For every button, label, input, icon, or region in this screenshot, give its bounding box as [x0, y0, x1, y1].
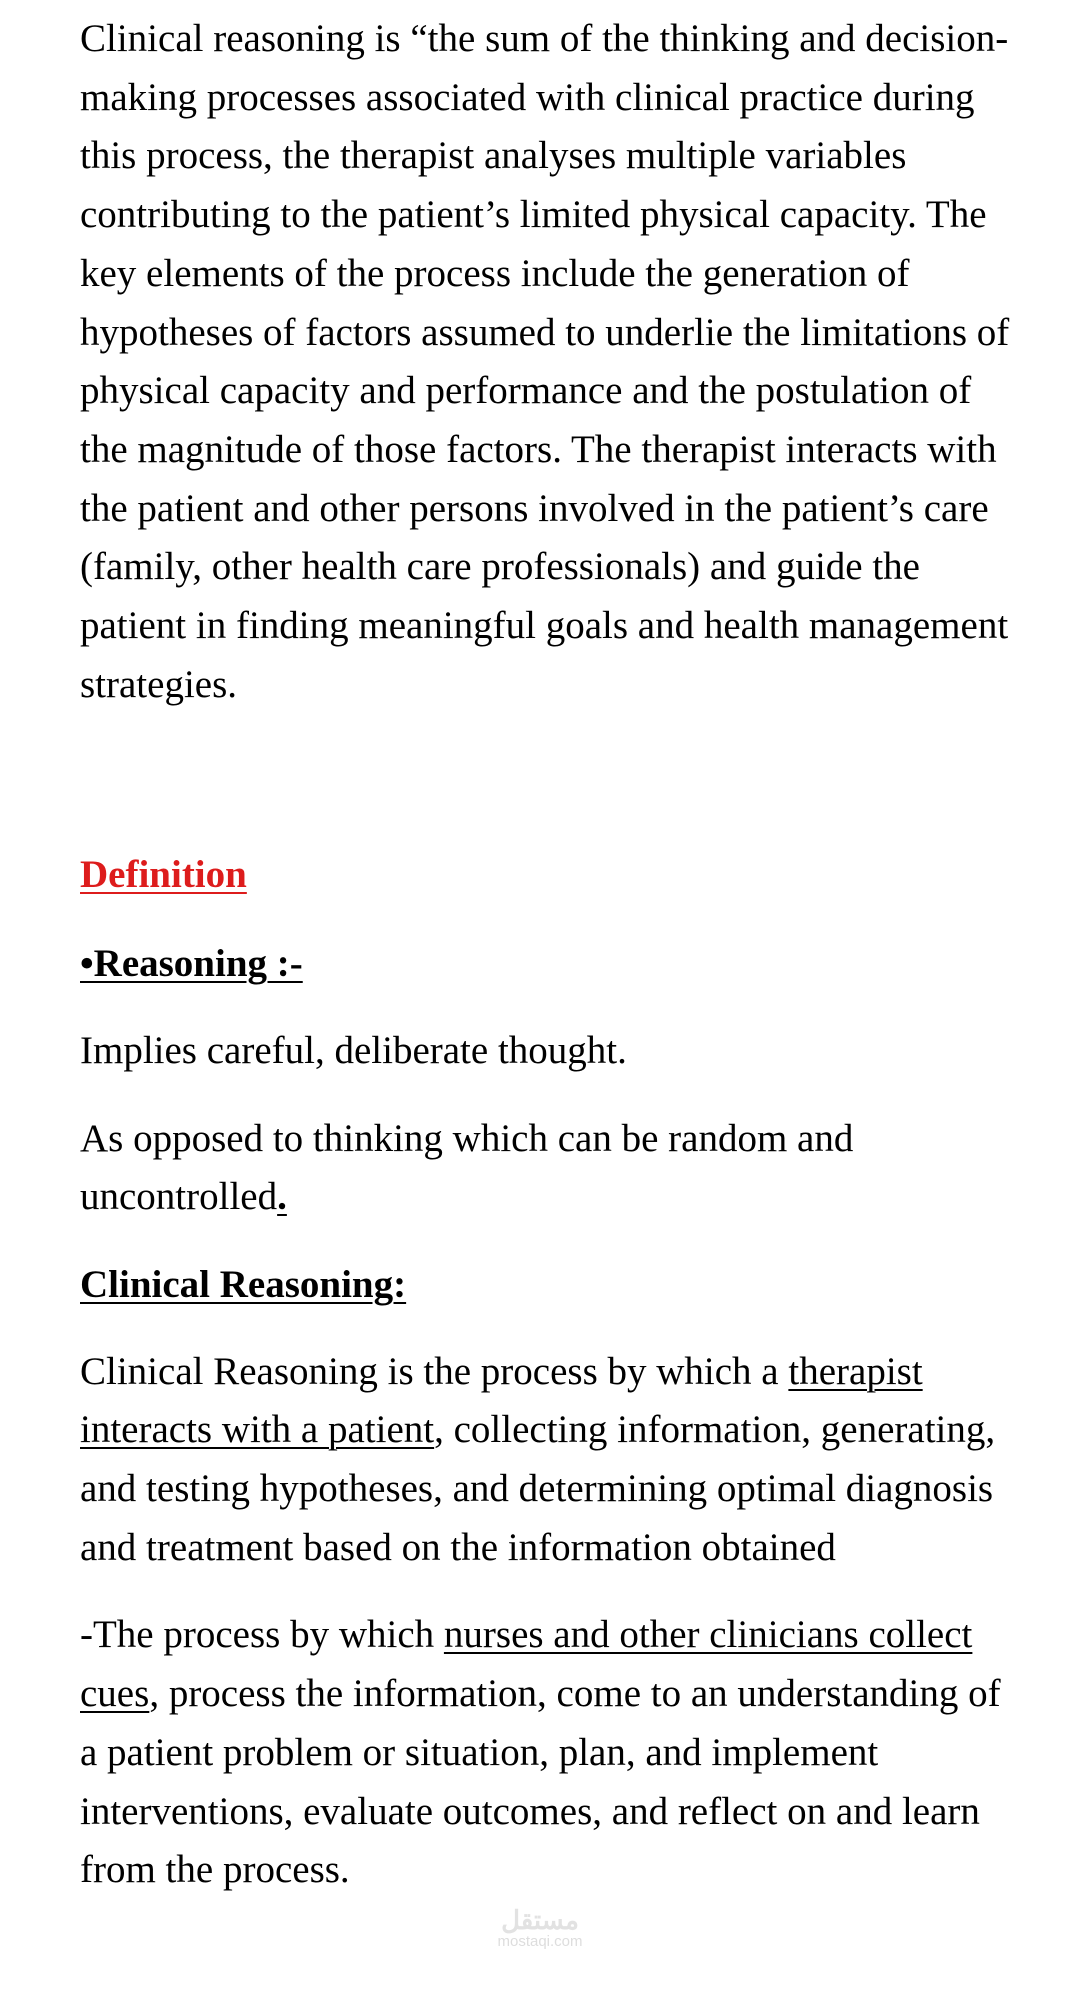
clinical-reasoning-definition: [80, 1343, 1020, 1578]
reasoning-heading: •Reasoning :-: [80, 942, 303, 986]
watermark-logo: [470, 1906, 610, 1950]
process-def-prefix: -The process by which: [80, 1613, 444, 1657]
reasoning-contrast-text: As opposed to thinking which can be random and uncontrolled: [80, 1116, 854, 1219]
definition-heading: Definition: [80, 853, 247, 897]
reasoning-definition: Implies careful, deliberate thought.: [80, 1028, 627, 1072]
process-def-underlined: nurses and other clinicians collect cues: [80, 1613, 973, 1716]
cr-def-prefix: Clinical Reasoning is the process by which a: [80, 1349, 789, 1393]
clinical-reasoning-heading: Clinical Reasoning:: [80, 1262, 407, 1306]
process-def-suffix: , process the information, come to an understanding of a patient problem or situation, plan, and implement interventions, evaluate outcomes, and reflect on and learn from the process.: [80, 1672, 1001, 1892]
reasoning-contrast: [80, 1110, 1020, 1227]
document-body: [80, 10, 1020, 1900]
cr-def-suffix: , collecting information, generating, and testing hypotheses, and determining optimal diagnosis and treatment based on the information obtained: [80, 1408, 996, 1569]
watermark-site-text: mostaqi.com: [497, 1933, 583, 1950]
watermark-logo-text: مستقل: [501, 1905, 579, 1935]
intro-paragraph: Clinical reasoning is “the sum of the thinking and decision-making processes associated with clinical practice during this process, the therapist analyses multiple variables contributing to the patient’s limited physical capacity. The key elements of the process include the generation of hypotheses of factors assumed to underlie the limitations of physical capacity and performance and the postulation of the magnitude of those factors. The therapist interacts with the patient and other persons involved in the patient’s care (family, other health care professionals) and guide the patient in finding meaningful goals and health management strategies.: [80, 17, 1010, 706]
cr-def-underlined: therapist interacts with a patient: [80, 1349, 923, 1452]
reasoning-contrast-period: .: [277, 1175, 287, 1219]
process-definition: [80, 1606, 1020, 1900]
